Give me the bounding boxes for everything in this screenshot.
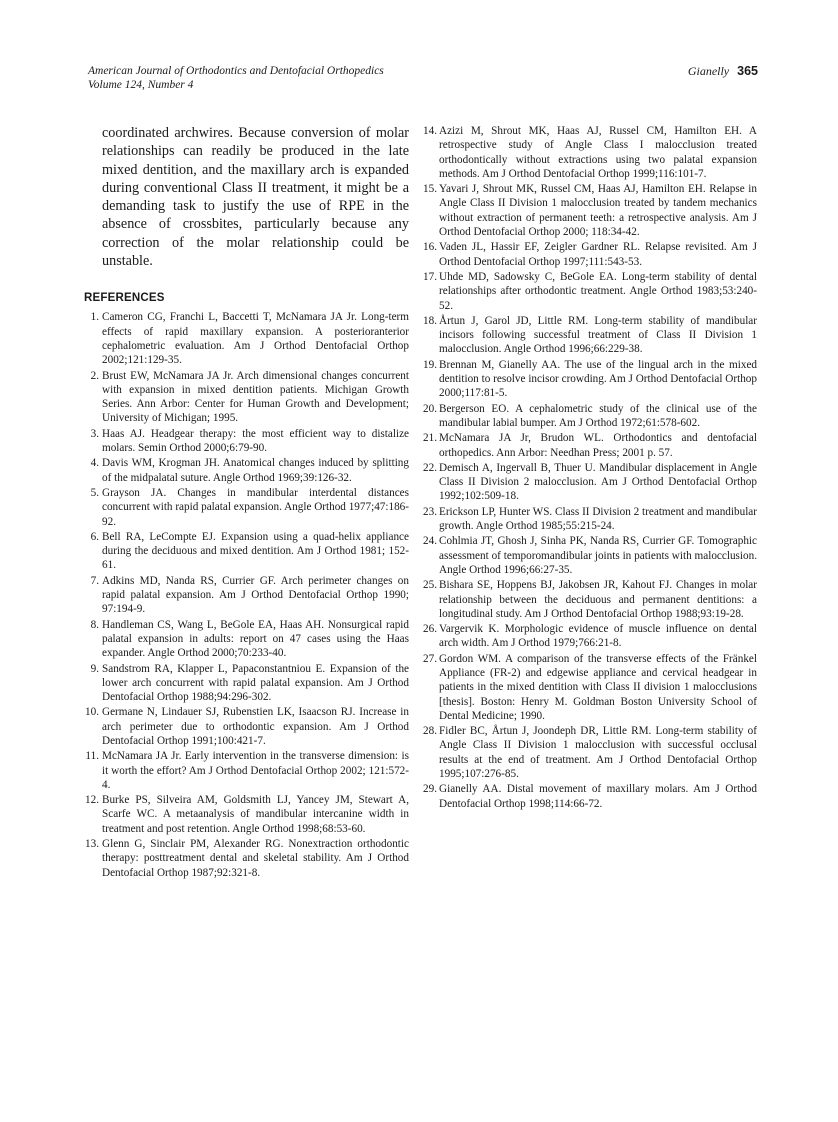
reference-item: 23. Erickson LP, Hunter WS. Class II Division 2 treatment and mandibular growth. Angle Orthod 1985;55:215-24.	[423, 505, 757, 533]
reference-item: 14. Azizi M, Shrout MK, Haas AJ, Russel CM, Hamilton EH. A retrospective study of Angle Class I malocclusion treated orthodontically without extractions using two palatal expansion methods. Am J Orthod Dentofacial Orthop 1999;116:101-7.	[423, 125, 757, 180]
reference-item: 18. Årtun J, Garol JD, Little RM. Long-term stability of mandibular incisors following successful treatment of Class II Division 1 malocclusion. Angle Orthod 1996;66:229-38.	[423, 314, 757, 356]
reference-item: 19. Brennan M, Gianelly AA. The use of the lingual arch in the mixed dentition to resolve incisor crowding. Am J Orthod Dentofacial Orthop 2000;117:81-5.	[423, 358, 757, 400]
reference-item: 3. Haas AJ. Headgear therapy: the most efficient way to distalize molars. Semin Orthod 2000;6:79-90.	[90, 427, 409, 455]
reference-item: 16. Vaden JL, Hassir EF, Zeigler Gardner RL. Relapse revisited. Am J Orthod Dentofacial Orthop 1997;111:543-53.	[423, 241, 757, 268]
reference-item: 2. Brust EW, McNamara JA Jr. Arch dimensional changes concurrent with expansion in mixed dentition patients. Michigan Growth Series. Ann Arbor: Center for Human Growth and Development; University of Michigan; 1995.	[90, 369, 409, 425]
reference-item: 27. Gordon WM. A comparison of the transverse effects of the Fränkel Appliance (FR-2) and edgewise appliance and cervical headgear in patients in the mixed dentition with Class II division 1 malocclusions [thesis]. Boston: Henry M. Goldman Boston University School of Dental Medicine; 1990.	[423, 652, 757, 722]
reference-item: 9. Sandstrom RA, Klapper L, Papaconstantniou E. Expansion of the lower arch concurrent with rapid palatal expansion. Am J Orthod Dentofacial Orthop 1988;94:296-302.	[90, 662, 409, 704]
author-name: Gianelly	[687, 64, 730, 78]
reference-item: 29. Gianelly AA. Distal movement of maxillary molars. Am J Orthod Dentofacial Orthop 1998;114:66-72.	[423, 783, 757, 810]
reference-item: 22. Demisch A, Ingervall B, Thuer U. Mandibular displacement in Angle Class II Division 2 malocclusion. Am J Orthod Dentofacial Orthop 1992;102:509-18.	[423, 461, 757, 503]
left-column	[84, 124, 409, 881]
reference-item: 26. Vargervik K. Morphologic evidence of muscle influence on dental arch width. Am J Orthod 1979;766:21-8.	[423, 623, 757, 650]
reference-item: 5. Grayson JA. Changes in mandibular interdental distances concurrent with rapid palatal expansion. Angle Orthod 1977;47:186-92.	[90, 486, 409, 528]
reference-item: 15. Yavari J, Shrout MK, Russel CM, Haas AJ, Hamilton EH. Relapse in Angle Class II Division 1 malocclusion treated by tandem mechanics without extraction of permanent teeth: a retrospective analysis. Am J Orthod Dentofacial Orthop 2000; 118:34-42.	[423, 183, 757, 239]
page-number: 365	[737, 64, 758, 78]
body-paragraph: coordinated archwires. Because conversion of molar relationships can readily be produced in the late mixed dentition, and the maxillary arch is expanded during conventional Class II treatment, it might be a demanding task to justify the use of RPE in the absence of crossbites, particularly because any correction of the molar relationship could be unstable.	[102, 125, 409, 270]
reference-item: 21. McNamara JA Jr, Brudon WL. Orthodontics and dentofacial orthopedics. Ann Arbor: Needhan Press; 2001 p. 57.	[423, 432, 757, 459]
reference-list-right	[423, 124, 757, 811]
reference-item: 17. Uhde MD, Sadowsky C, BeGole EA. Long-term stability of dental relationships after orthodontic treatment. Angle Orthod 1983;53:240-52.	[423, 270, 757, 312]
reference-item: 25. Bishara SE, Hoppens BJ, Jakobsen JR, Kahout FJ. Changes in molar relationship between the deciduous and permanent dentitions: a longitudinal study. Am J Orthod Dentofacial Orthop 1988;93:19-28.	[423, 579, 757, 620]
running-header	[88, 64, 758, 92]
reference-item: 24. Cohlmia JT, Ghosh J, Sinha PK, Nanda RS, Currier GF. Tomographic assessment of temporomandibular joints in patients with malocclusion. Angle Orthod 1996;66:27-35.	[423, 535, 757, 576]
reference-item: 10. Germane N, Lindauer SJ, Rubenstien LK, Isaacson RJ. Increase in arch perimeter due to orthodontic expansion. Am J Orthod Dentofacial Orthop 1991;100:421-7.	[85, 706, 409, 747]
reference-item: 13. Glenn G, Sinclair PM, Alexander RG. Nonextraction orthodontic therapy: posttreatment dental and skeletal stability. Am J Orthod Dentofacial Orthop 1987;92:321-8.	[85, 838, 409, 879]
references-heading: REFERENCES	[84, 292, 165, 305]
reference-item: 28. Fidler BC, Årtun J, Joondeph DR, Little RM. Long-term stability of Angle Class II Division 1 malocclusion with successful occlusal results at the end of treatment. Am J Orthod Dentofacial Orthop 1995;107:276-85.	[423, 725, 757, 781]
reference-item: 4. Davis WM, Krogman JH. Anatomical changes induced by splitting of the midpalatal suture. Angle Orthod 1969;39:126-32.	[90, 457, 409, 484]
reference-item: 12. Burke PS, Silveira AM, Goldsmith LJ, Yancey JM, Stewart A, Scarfe WC. A metaanalysis of mandibular intercanine width in treatment and post retention. Angle Orthod 1998;68:53-60.	[85, 794, 409, 835]
reference-item: 8. Handleman CS, Wang L, BeGole EA, Haas AH. Nonsurgical rapid palatal expansion in adults: report on 47 cases using the Haas expander. Angle Orthod 2000;70:233-40.	[90, 618, 409, 660]
reference-item: 1. Cameron CG, Franchi L, Baccetti T, McNamara JA Jr. Long-term effects of rapid maxillary expansion. A posterioranterior cephalometric evaluation. Am J Orthod Dentofacial Orthop 2002;121:129-35.	[90, 311, 409, 367]
journal-volume: Volume 124, Number 4	[88, 79, 194, 91]
right-column	[423, 124, 757, 812]
reference-item: 20. Bergerson EO. A cephalometric study of the clinical use of the mandibular labial bumper. Am J Orthod 1972;61:578-602.	[423, 402, 757, 429]
reference-item: 6. Bell RA, LeCompte EJ. Expansion using a quad-helix appliance during the deciduous and mixed dentition. Am J Orthod 1981; 152-61.	[90, 530, 409, 572]
reference-list-left	[85, 310, 409, 880]
reference-item: 7. Adkins MD, Nanda RS, Currier GF. Arch perimeter changes on rapid palatal expansion. Am J Orthod Dentofacial Orthop 1990; 97:194-9.	[90, 574, 409, 616]
reference-item: 11. McNamara JA Jr. Early intervention in the transverse dimension: is it worth the effort? Am J Orthod Dentofacial Orthop 2002; 121:572-4.	[85, 750, 409, 791]
journal-title: American Journal of Orthodontics and Dentofacial Orthopedics	[88, 65, 384, 77]
header-right	[688, 64, 758, 78]
